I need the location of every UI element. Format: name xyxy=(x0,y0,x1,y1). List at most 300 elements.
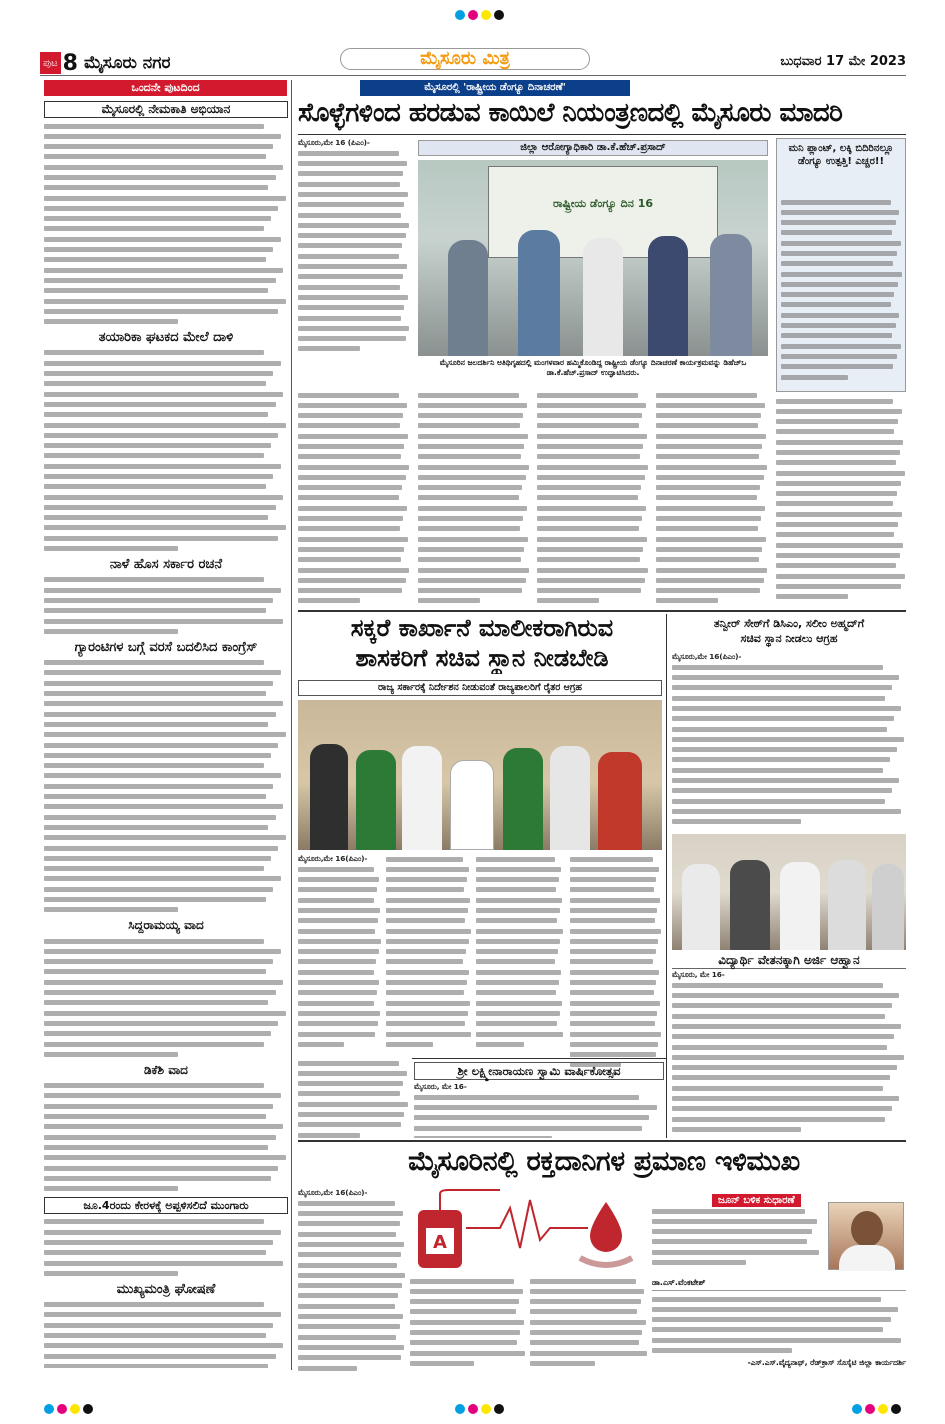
text-line xyxy=(672,724,906,734)
text-placeholder xyxy=(530,1279,636,1284)
text-placeholder xyxy=(298,326,409,331)
section-heading: ಮುಖ್ಯಮಂತ್ರಿ ಘೋಷಣೆ xyxy=(116,1281,216,1297)
text-placeholder xyxy=(776,409,902,414)
text-line xyxy=(44,1351,288,1361)
text-line xyxy=(418,441,530,451)
text-placeholder xyxy=(530,1330,642,1335)
text-line xyxy=(418,534,530,544)
page-label xyxy=(40,52,170,74)
black-mark xyxy=(891,1404,901,1414)
text-placeholder xyxy=(418,588,522,593)
text-line xyxy=(672,1011,906,1021)
text-line xyxy=(537,400,649,410)
text-placeholder xyxy=(776,481,901,486)
text-line xyxy=(672,1052,906,1062)
text-placeholder xyxy=(298,980,379,985)
text-placeholder xyxy=(776,543,903,548)
text-line xyxy=(781,310,903,320)
text-line xyxy=(656,472,768,482)
text-placeholder xyxy=(298,516,403,521)
text-block xyxy=(570,854,662,1070)
text-line xyxy=(44,802,288,812)
text-placeholder xyxy=(672,716,894,721)
text-placeholder xyxy=(656,403,765,408)
text-placeholder xyxy=(537,526,639,531)
text-placeholder xyxy=(44,846,278,851)
text-placeholder xyxy=(298,506,407,511)
text-placeholder xyxy=(298,1242,404,1247)
text-line xyxy=(44,1153,288,1163)
text-line xyxy=(44,750,288,760)
text-line xyxy=(44,286,288,296)
text-placeholder xyxy=(44,1042,264,1047)
text-line xyxy=(44,781,288,791)
divider xyxy=(298,1140,906,1142)
text-line xyxy=(44,595,288,605)
divider xyxy=(298,134,906,135)
text-placeholder xyxy=(298,1345,404,1350)
text-line xyxy=(298,936,382,946)
text-line xyxy=(298,1029,382,1039)
text-placeholder xyxy=(570,990,654,995)
text-line xyxy=(44,121,288,131)
text-placeholder xyxy=(386,908,468,913)
text-placeholder xyxy=(476,857,555,862)
text-placeholder xyxy=(476,1042,524,1047)
text-placeholder xyxy=(672,1045,887,1050)
text-placeholder xyxy=(44,1011,286,1016)
text-block xyxy=(652,1206,822,1268)
text-line xyxy=(44,740,288,750)
text-placeholder xyxy=(44,268,283,273)
text-line xyxy=(298,1039,382,1049)
text-placeholder xyxy=(656,413,761,418)
person-figure xyxy=(648,236,688,356)
text-placeholder xyxy=(44,939,264,944)
text-line xyxy=(776,540,906,550)
text-placeholder xyxy=(298,1042,344,1047)
text-line xyxy=(44,843,288,853)
text-placeholder xyxy=(476,1011,560,1016)
sugar-subhead: ರಾಜ್ಯ ಸರ್ಕಾರಕ್ಕೆ ನಿರ್ದೇಶನ ನೀಡುವಂತೆ ರಾಜ್ಯಪಾಲರಿಗೆ ರೈತರ ಆಗ್ರಹ xyxy=(298,680,662,696)
text-placeholder xyxy=(298,1211,403,1216)
text-placeholder xyxy=(672,993,899,998)
text-placeholder xyxy=(298,423,400,428)
text-line xyxy=(44,977,288,987)
text-placeholder xyxy=(418,537,528,542)
text-placeholder xyxy=(781,375,848,380)
text-placeholder xyxy=(44,866,264,871)
text-placeholder xyxy=(776,522,898,527)
text-placeholder xyxy=(298,254,399,259)
text-line xyxy=(44,420,288,430)
text-placeholder xyxy=(781,230,892,235)
text-line xyxy=(298,1312,406,1322)
text-placeholder xyxy=(418,598,480,603)
text-line xyxy=(298,1291,406,1301)
text-placeholder xyxy=(298,867,374,872)
text-line xyxy=(537,514,649,524)
text-placeholder xyxy=(298,151,399,156)
text-line xyxy=(44,936,288,946)
text-line xyxy=(781,259,903,269)
text-line xyxy=(476,864,564,874)
dateline: ಮೈಸೂರು,ಮೇ 16(ಪಿಎಂ)- xyxy=(298,1188,368,1197)
text-line xyxy=(781,218,903,228)
text-placeholder xyxy=(418,526,520,531)
text-placeholder xyxy=(298,403,407,408)
text-placeholder xyxy=(298,1133,360,1138)
text-placeholder xyxy=(414,1136,552,1138)
text-line xyxy=(298,262,410,272)
text-line xyxy=(298,1130,410,1138)
section-heading: ನಾಳೆ ಹೊಸ ಸರ್ಕಾರ ರಚನೆ xyxy=(109,556,223,572)
text-line xyxy=(386,1008,472,1018)
text-line xyxy=(44,265,288,275)
issue-date: ಬುಧವಾರ 17 ಮೇ 2023 xyxy=(780,54,906,69)
dengue-col-1 xyxy=(298,138,410,358)
text-line xyxy=(537,565,649,575)
sugar-col-1 xyxy=(298,854,382,1054)
text-placeholder xyxy=(298,959,376,964)
text-block xyxy=(656,390,768,606)
yellow-mark xyxy=(481,1404,491,1414)
text-placeholder xyxy=(656,485,760,490)
text-line xyxy=(44,348,288,358)
sugar-col-2 xyxy=(386,854,472,1054)
text-line xyxy=(656,555,768,565)
text-line xyxy=(414,1123,664,1133)
text-line xyxy=(672,673,906,683)
text-line xyxy=(44,533,288,543)
text-placeholder xyxy=(414,1126,642,1131)
text-placeholder xyxy=(44,835,286,840)
text-placeholder xyxy=(44,412,268,417)
text-placeholder xyxy=(44,515,268,520)
avatar xyxy=(851,1211,883,1247)
dateline: ಮೈಸೂರು, ಮೇ 16- xyxy=(672,970,725,979)
text-placeholder xyxy=(781,261,893,266)
text-line xyxy=(652,1257,822,1267)
cyan-mark xyxy=(44,1404,54,1414)
text-placeholder xyxy=(44,371,273,376)
text-line xyxy=(298,1363,406,1373)
text-line xyxy=(44,1142,288,1152)
text-placeholder xyxy=(298,598,360,603)
text-line xyxy=(570,998,662,1008)
text-line xyxy=(537,493,649,503)
text-placeholder xyxy=(44,897,266,902)
text-placeholder xyxy=(672,768,883,773)
text-placeholder xyxy=(298,918,378,923)
text-line xyxy=(672,806,906,816)
continued-tag: ಒಂದನೇ ಪುಟದಿಂದ xyxy=(44,80,287,96)
text-line xyxy=(781,248,903,258)
text-placeholder xyxy=(476,898,562,903)
text-placeholder xyxy=(298,990,377,995)
text-placeholder xyxy=(418,393,519,398)
text-placeholder xyxy=(298,1112,404,1117)
text-placeholder xyxy=(656,557,759,562)
text-line xyxy=(386,875,472,885)
text-line xyxy=(44,245,288,255)
text-placeholder xyxy=(652,1209,805,1214)
text-placeholder xyxy=(418,495,519,500)
text-placeholder xyxy=(44,423,286,428)
text-line xyxy=(44,626,288,636)
text-placeholder xyxy=(44,453,264,458)
text-line xyxy=(298,313,410,323)
text-line xyxy=(476,936,564,946)
person-figure xyxy=(448,240,488,356)
text-placeholder xyxy=(537,598,599,603)
text-placeholder xyxy=(298,1355,401,1360)
text-line xyxy=(418,596,530,606)
text-placeholder xyxy=(672,1106,892,1111)
text-placeholder xyxy=(781,333,892,338)
text-placeholder xyxy=(656,547,762,552)
text-placeholder xyxy=(298,1021,378,1026)
text-line xyxy=(386,947,472,957)
text-line xyxy=(298,565,410,575)
text-line xyxy=(386,1029,472,1039)
text-line xyxy=(476,885,564,895)
text-block xyxy=(44,658,288,915)
text-placeholder xyxy=(672,1065,897,1070)
text-placeholder xyxy=(537,485,641,490)
text-placeholder xyxy=(44,1240,273,1245)
text-placeholder xyxy=(386,1011,468,1016)
yellow-mark xyxy=(70,1404,80,1414)
text-line xyxy=(656,565,768,575)
text-placeholder xyxy=(537,588,641,593)
text-line xyxy=(418,565,530,575)
text-placeholder xyxy=(476,959,555,964)
text-line xyxy=(537,524,649,534)
text-placeholder xyxy=(44,660,264,665)
text-placeholder xyxy=(656,393,757,398)
text-placeholder xyxy=(652,1229,812,1234)
text-line xyxy=(656,411,768,421)
text-placeholder xyxy=(530,1361,595,1366)
text-line xyxy=(44,544,288,554)
dengue-headline: ಸೊಳ್ಳೆಗಳಿಂದ ಹರಡುವ ಕಾಯಿಲೆ ನಿಯಂತ್ರಣದಲ್ಲಿ ಮೈಸೂರು ಮಾದರಿ xyxy=(298,100,843,128)
text-line xyxy=(44,1132,288,1142)
text-placeholder xyxy=(298,1273,405,1278)
text-placeholder xyxy=(44,949,281,954)
text-placeholder xyxy=(672,685,892,690)
text-placeholder xyxy=(414,1105,657,1110)
text-placeholder xyxy=(44,1230,281,1235)
text-line xyxy=(781,269,903,279)
text-placeholder xyxy=(386,970,469,975)
text-line xyxy=(386,916,472,926)
text-line xyxy=(570,854,662,864)
text-line xyxy=(672,714,906,724)
text-placeholder xyxy=(410,1279,514,1284)
text-line xyxy=(298,875,382,885)
text-placeholder xyxy=(656,578,764,583)
text-placeholder xyxy=(44,1343,283,1348)
text-placeholder xyxy=(44,226,264,231)
text-line xyxy=(298,957,382,967)
text-line xyxy=(410,1348,526,1358)
text-line xyxy=(476,988,564,998)
text-line xyxy=(44,894,288,904)
text-line xyxy=(298,1281,406,1291)
text-placeholder xyxy=(386,939,469,944)
yellow-mark xyxy=(481,10,491,20)
text-placeholder xyxy=(44,1083,264,1088)
event-banner: ರಾಷ್ಟ್ರೀಯ ಡೆಂಗ್ಯೂ ದಿನ 16 xyxy=(488,166,718,258)
text-line xyxy=(672,1073,906,1083)
text-line xyxy=(776,571,906,581)
text-line xyxy=(781,351,903,361)
text-line xyxy=(386,978,472,988)
text-line xyxy=(44,761,288,771)
text-placeholder xyxy=(656,434,766,439)
text-line xyxy=(410,1338,526,1348)
text-placeholder xyxy=(781,313,899,318)
text-placeholder xyxy=(298,568,409,573)
text-placeholder xyxy=(44,402,276,407)
tanveer-body xyxy=(672,652,906,832)
text-line xyxy=(44,1184,288,1194)
text-line xyxy=(410,1286,526,1296)
text-line xyxy=(44,988,288,998)
text-placeholder xyxy=(537,454,640,459)
text-line xyxy=(656,462,768,472)
text-placeholder xyxy=(298,1263,397,1268)
text-placeholder xyxy=(776,574,905,579)
text-line xyxy=(44,1320,288,1330)
dateline: ಮೈಸೂರು,ಮೇ 16 (ಪಿಎಂ)- xyxy=(298,138,370,147)
text-line xyxy=(44,585,288,595)
text-placeholder xyxy=(418,454,521,459)
dengue-event-photo xyxy=(418,160,768,356)
text-line xyxy=(781,372,903,382)
text-placeholder xyxy=(776,512,902,517)
text-placeholder xyxy=(476,980,559,985)
text-placeholder xyxy=(44,1250,266,1255)
text-placeholder xyxy=(298,161,407,166)
text-line xyxy=(44,957,288,967)
text-line xyxy=(44,833,288,843)
person-figure xyxy=(682,864,720,950)
text-placeholder xyxy=(386,857,463,862)
text-placeholder xyxy=(298,1081,403,1086)
text-placeholder xyxy=(537,506,646,511)
text-line xyxy=(298,988,382,998)
text-placeholder xyxy=(476,1021,557,1026)
text-placeholder xyxy=(672,799,885,804)
text-line xyxy=(776,458,906,468)
text-line xyxy=(44,410,288,420)
text-placeholder xyxy=(44,722,268,727)
text-line xyxy=(672,786,906,796)
text-line xyxy=(386,998,472,1008)
text-line xyxy=(44,502,288,512)
text-placeholder xyxy=(530,1351,647,1356)
text-line xyxy=(298,1301,406,1311)
text-line xyxy=(298,1219,406,1229)
text-line xyxy=(476,905,564,915)
text-block xyxy=(386,854,472,1050)
dengue-col-d xyxy=(656,390,768,608)
text-placeholder xyxy=(672,1086,883,1091)
text-placeholder xyxy=(298,1001,374,1006)
text-line xyxy=(570,1029,662,1039)
text-placeholder xyxy=(44,495,283,500)
tanveer-headline-line1: ತನ್ವೀರ್ ಸೇಠ್‌ಗೆ ಡಿಸಿಎಂ, ಸಲೀಂ ಅಹ್ಮದ್‌ಗೆ xyxy=(713,617,865,630)
text-line xyxy=(386,957,472,967)
text-placeholder xyxy=(44,257,266,262)
text-line xyxy=(537,431,649,441)
text-line xyxy=(672,1001,906,1011)
text-placeholder xyxy=(537,516,642,521)
text-line xyxy=(776,489,906,499)
text-line xyxy=(44,1018,288,1028)
text-placeholder xyxy=(776,419,898,424)
text-line xyxy=(672,796,906,806)
text-line xyxy=(298,189,410,199)
text-placeholder xyxy=(570,867,659,872)
text-line xyxy=(298,179,410,189)
magenta-mark xyxy=(865,1404,875,1414)
text-placeholder xyxy=(298,444,404,449)
text-placeholder xyxy=(44,216,271,221)
quote-tag: ಜೂನ್ ಬಳಿಕ ಸುಧಾರಣೆ xyxy=(712,1194,801,1207)
text-line xyxy=(298,1260,406,1270)
text-line xyxy=(656,431,768,441)
dengue-col-a xyxy=(298,390,410,608)
text-placeholder xyxy=(414,1095,639,1100)
sidebar-heading: ಮನಿ ಪ್ಲಾಂಟ್, ಲಕ್ಕಿ ಬಿದಿರಿನಲ್ಲೂ ಡೆಂಗ್ಯೂ ಉತ್ಪತ್ತಿ! ಎಚ್ಚರ!! xyxy=(788,143,894,167)
text-placeholder xyxy=(537,578,645,583)
text-placeholder xyxy=(44,1000,268,1005)
text-placeholder xyxy=(44,1145,268,1150)
text-placeholder xyxy=(418,403,527,408)
text-line xyxy=(570,885,662,895)
text-line xyxy=(386,885,472,895)
text-line xyxy=(672,1094,906,1104)
text-placeholder xyxy=(298,898,374,903)
text-block xyxy=(298,1198,406,1373)
text-line xyxy=(44,1029,288,1039)
black-mark xyxy=(83,1404,93,1414)
text-line xyxy=(44,812,288,822)
text-line xyxy=(44,1049,288,1059)
text-line xyxy=(570,864,662,874)
text-line xyxy=(298,1109,410,1119)
text-line xyxy=(298,344,410,354)
text-line xyxy=(44,822,288,832)
text-placeholder xyxy=(386,980,467,985)
text-placeholder xyxy=(298,1232,396,1237)
text-line xyxy=(537,421,649,431)
text-line xyxy=(656,524,768,534)
text-line xyxy=(776,406,906,416)
text-line xyxy=(44,1008,288,1018)
sugar-headline-line2: ಶಾಸಕರಿಗೆ ಸಚಿವ ಸ್ಥಾನ ನೀಡಬೇಡಿ xyxy=(355,646,609,672)
text-line xyxy=(44,1258,288,1268)
text-line xyxy=(530,1317,648,1327)
text-line xyxy=(298,1229,406,1239)
section-heading: ತಯಾರಿಕಾ ಘಟಕದ ಮೇಲೆ ದಾಳಿ xyxy=(98,329,234,345)
text-line xyxy=(537,441,649,451)
text-block xyxy=(537,390,649,606)
text-placeholder xyxy=(386,898,470,903)
